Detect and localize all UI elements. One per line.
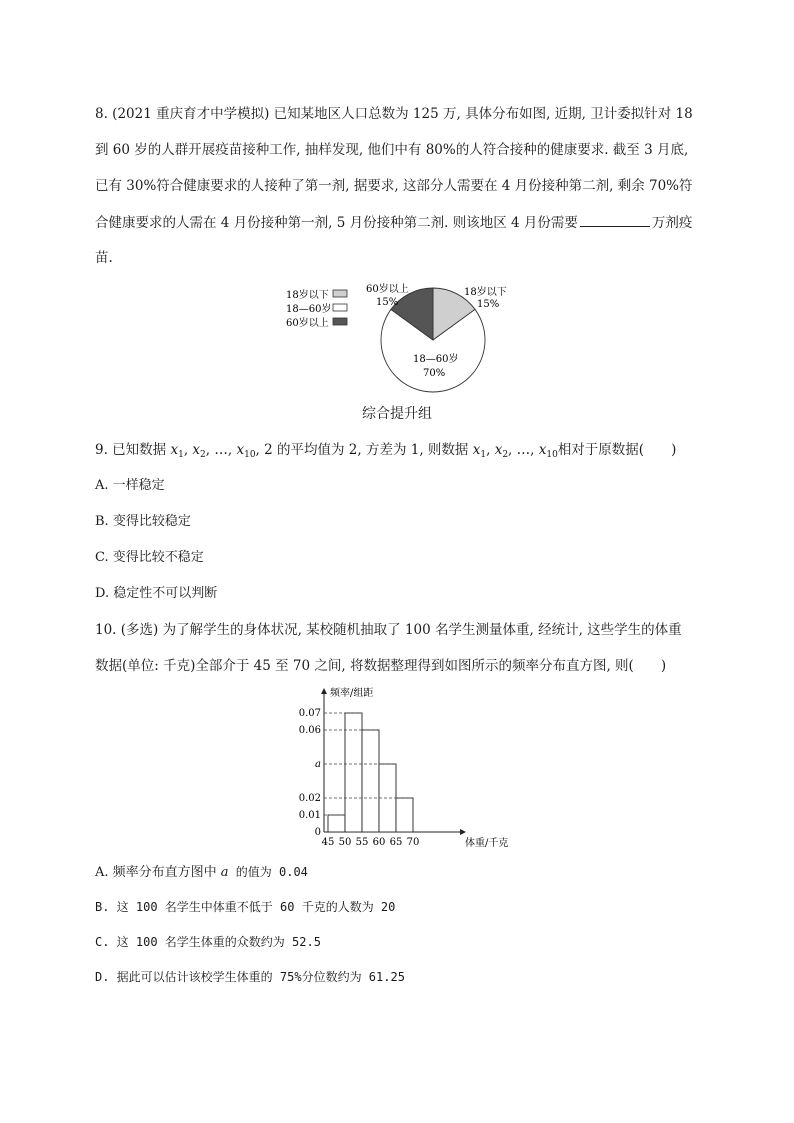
- q10-option-c[interactable]: C. 这 100 名学生体重的众数约为 52.5: [95, 935, 321, 949]
- y-tick-label: a: [315, 759, 321, 770]
- pie-chart: [270, 278, 510, 396]
- q9-sub-10: 10: [244, 450, 256, 460]
- slice-label-under18-name: 18岁以下: [464, 287, 507, 298]
- y-tick-label: 0: [314, 827, 321, 838]
- x-tick-label: 60: [372, 837, 386, 848]
- q8-line-4: [95, 213, 692, 232]
- slice-label-over60-name: 60岁以上: [366, 284, 409, 295]
- q8-line-1: 8. (2021 重庆育才中学模拟) 已知某地区人口总数为 125 万, 具体分布如图, 近期, 卫计委拟针对 18: [95, 106, 693, 122]
- q10-option-d[interactable]: D. 据此可以估计该校学生体重的 75%分位数约为 61.25: [95, 970, 405, 984]
- x-tick-label: 50: [338, 837, 352, 848]
- q9-option-c[interactable]: C. 变得比较不稳定: [95, 550, 204, 565]
- x-tick-label: 55: [355, 837, 369, 848]
- q9-var-2: x: [192, 442, 201, 458]
- q10-option-a[interactable]: [95, 863, 308, 882]
- legend-label-over60: 60岁以上: [286, 318, 329, 329]
- y-axis-label: 频率/组距: [330, 688, 374, 699]
- q9-sub-1: 1: [178, 450, 184, 460]
- answer-blank[interactable]: [580, 213, 650, 227]
- histogram-bar-45-50: [328, 815, 345, 832]
- q9-option-d[interactable]: D. 稳定性不可以判断: [95, 586, 218, 601]
- q9-option-b[interactable]: B. 变得比较稳定: [95, 514, 191, 529]
- legend-label-mid: 18—60岁: [286, 304, 332, 315]
- q9-var-3: x: [236, 442, 245, 458]
- q9-var-6: x: [538, 442, 547, 458]
- histogram-chart: [290, 686, 509, 850]
- q9-var-4: x: [472, 442, 481, 458]
- q9-sep-2: ,: [205, 442, 215, 458]
- q9-sep-1: ,: [183, 442, 193, 458]
- q10-line-1: 10. (多选) 为了解学生的身体状况, 某校随机抽取了 100 名学生测量体重, 经统计, 这些学生的体重: [95, 622, 682, 638]
- q8-line-2: 到 60 岁的人群开展疫苗接种工作, 抽样发现, 他们中有 80%的人符合接种的健康要求. 截至 3 月底,: [95, 142, 689, 158]
- slice-label-under18-pct: 15%: [477, 299, 500, 310]
- slice-label-over60-pct: 15%: [376, 297, 399, 308]
- q9-sub-2: 2: [200, 450, 206, 460]
- q9-suffix: 相对于原数据( ): [557, 442, 677, 458]
- q9-sep-3: ,: [227, 442, 237, 458]
- legend-label-under18: 18岁以下: [286, 290, 329, 301]
- q10-line-2: 数据(单位: 千克)全部介于 45 至 70 之间, 将数据整理得到如图所示的频率分布直方图, 则( ): [95, 658, 667, 674]
- legend-swatch-mid: [333, 304, 347, 311]
- q9-sub-1b: 1: [480, 450, 487, 460]
- q10-option-a-post: 的值为 0.04: [228, 865, 308, 879]
- q10-option-a-pre: A. 频率分布直方图中: [95, 865, 221, 880]
- q8-line-3: 已有 30%符合健康要求的人接种了第一剂, 据要求, 这部分人需要在 4 月份接种第二剂, 剩余 70%符: [95, 178, 693, 194]
- x-axis-arrow: [460, 829, 466, 835]
- q10-option-b[interactable]: B. 这 100 名学生中体重不低于 60 千克的人数为 20: [95, 900, 396, 914]
- legend-swatch-over60: [333, 318, 347, 325]
- q9-stem: [95, 441, 676, 464]
- y-axis-arrow: [321, 688, 327, 694]
- q8-line-4-text: 合健康要求的人需在 4 月份接种第一剂, 5 月份接种第二剂. 则该地区 4 月份需要: [95, 215, 578, 231]
- x-tick-label: 65: [389, 837, 403, 848]
- q9-prefix: 9. 已知数据: [95, 442, 171, 458]
- q9-mid: , 2 的平均值为 2, 方差为 1, 则数据: [255, 442, 473, 458]
- y-tick-label: 0.02: [298, 793, 321, 804]
- q9-sub-2b: 2: [502, 450, 509, 460]
- q8-line-5: 苗.: [95, 250, 113, 266]
- q9-sep-5: ,: [508, 442, 517, 458]
- q9-ellipsis-1: …: [214, 442, 228, 458]
- histogram-bar-65-70: [396, 798, 413, 832]
- q9-var-5: x: [494, 442, 503, 458]
- y-tick-label: 0.01: [298, 810, 321, 821]
- q9-option-a[interactable]: A. 一样稳定: [95, 478, 165, 493]
- x-tick-label: 70: [406, 837, 420, 848]
- y-tick-label: 0.07: [298, 708, 321, 719]
- q9-var-1: x: [170, 442, 179, 458]
- q9-ellipsis-2: …: [516, 442, 531, 458]
- q9-sub-10b: 10: [546, 450, 558, 460]
- q9-sep-4: ,: [486, 442, 495, 458]
- slice-label-mid-name: 18—60岁: [413, 354, 459, 365]
- x-tick-label: 45: [321, 837, 335, 848]
- q9-sep-6: ,: [530, 442, 539, 458]
- y-tick-label: 0.06: [298, 725, 321, 736]
- histogram-bar-50-55: [345, 713, 362, 832]
- q8-line-4-tail: 万剂疫: [651, 215, 693, 231]
- legend-swatch-under18: [333, 290, 347, 297]
- histogram-bar-55-60: [362, 730, 379, 832]
- q10-option-a-var: a: [220, 865, 229, 880]
- pie-legend: [286, 288, 347, 329]
- section-title: 综合提升组: [362, 406, 432, 422]
- slice-label-mid-pct: 70%: [423, 368, 446, 379]
- x-axis-label: 体重/千克: [465, 838, 509, 849]
